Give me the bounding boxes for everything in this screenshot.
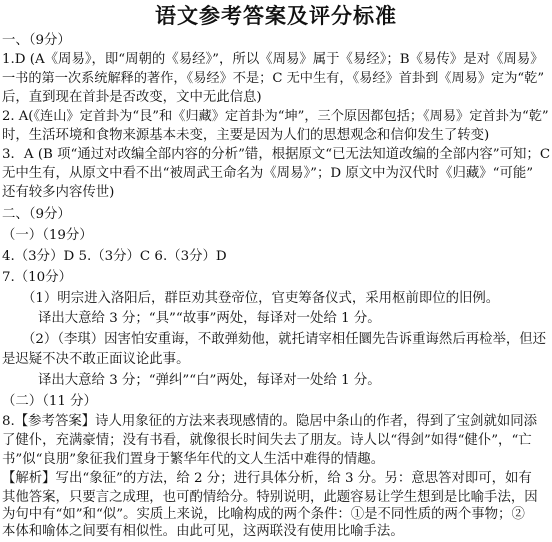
answer-line: 无中生有，从原文中看不出“被周武王命名为《周易》”；D 原文中为汉代时《归藏》“可能”: [2, 166, 534, 181]
analysis-line: 其他答案，只要言之成理，也可酌情给分。特别说明，此题容易让学生想到是比喻手法，因: [2, 490, 538, 505]
section-heading: 一、（9分）: [2, 33, 71, 48]
analysis-line: 【解析】写出“象征”的方法，给 2 分；进行具体分析，给 3 分。另：意思答对即可，如有: [2, 471, 532, 486]
analysis-line: 本体和喻体之间要有相似性。由此可见，这两联没有使用比喻手法。: [2, 524, 404, 539]
answer-line: 1.D (A《周易》，即“周朝的《易经》”，所以《周易》属于《易经》；B《易传》是对《周易》: [2, 52, 544, 67]
answer-line: 后，直到现在首卦是否改变，文中无此信息): [2, 90, 262, 105]
answer-line: 是迟疑不决不敢正面议论此事。: [2, 352, 190, 367]
scoring-note: 译出大意给 3 分；“具”“故事”两处，每译对一处给 1 分。: [38, 311, 381, 326]
page-title: 语文参考答案及评分标准: [155, 3, 397, 28]
scoring-note: 译出大意给 3 分；“弹纠”“白”两处，每译对一处给 1 分。: [38, 373, 381, 388]
section-heading: 二、（9分）: [2, 207, 71, 222]
analysis-line: 为句中有“如”和“似”。实质上来说，比喻构成的两个条件：①是不同性质的两个事物；②: [2, 507, 525, 522]
answer-line: 3．A (B 项“通过对改编全部内容的分析”错，根据原文“已无法知道改编的全部内容”可知；C: [2, 147, 551, 162]
answer-line: 2. A(《连山》定首卦为“艮”和《归藏》定首卦为“坤”，三个原因都包括；《周易》定首卦为“乾”: [2, 109, 549, 124]
subsection-heading: （二）（11 分）: [2, 394, 97, 409]
answer-line: 一书的第一次系统解释的著作，《易经》不是；C 无中生有，《易经》首卦到《周易》定为“乾”: [2, 71, 545, 86]
answer-line: （1）明宗进入洛阳后，群臣劝其登帝位，官吏筹备仪式，采用枢前即位的旧例。: [22, 291, 500, 306]
answer-line: 4.（3分）D 5.（3分）C 6.（3分）D: [2, 249, 227, 264]
answer-line: 时，生活环境和食物来源基本未变，主要是因为人们的思想观念和信仰发生了转变): [2, 128, 490, 143]
answer-line: （2）（李琪）因害怕安重诲，不敢弹劾他，就托请宰相任圜先告诉重诲然后再检举，但还: [22, 332, 547, 347]
question-heading: 7.（10分）: [2, 270, 72, 285]
answer-line: 书”似“良朋”象征我们置身于繁华年代的文人生活中难得的情趣。: [2, 452, 385, 467]
answer-line: 8.【参考答案】诗人用象征的方法来表现感情的。隐居中条山的作者，得到了宝剑就如同添: [2, 414, 538, 429]
answer-line: 了健仆，充满豪情；没有书看，就像很长时间失去了朋友。诗人以“得剑”如得“健仆”，“亡: [2, 433, 532, 448]
subsection-heading: （一）（19分）: [2, 228, 93, 243]
answer-line: 还有较多内容传世): [2, 185, 115, 200]
